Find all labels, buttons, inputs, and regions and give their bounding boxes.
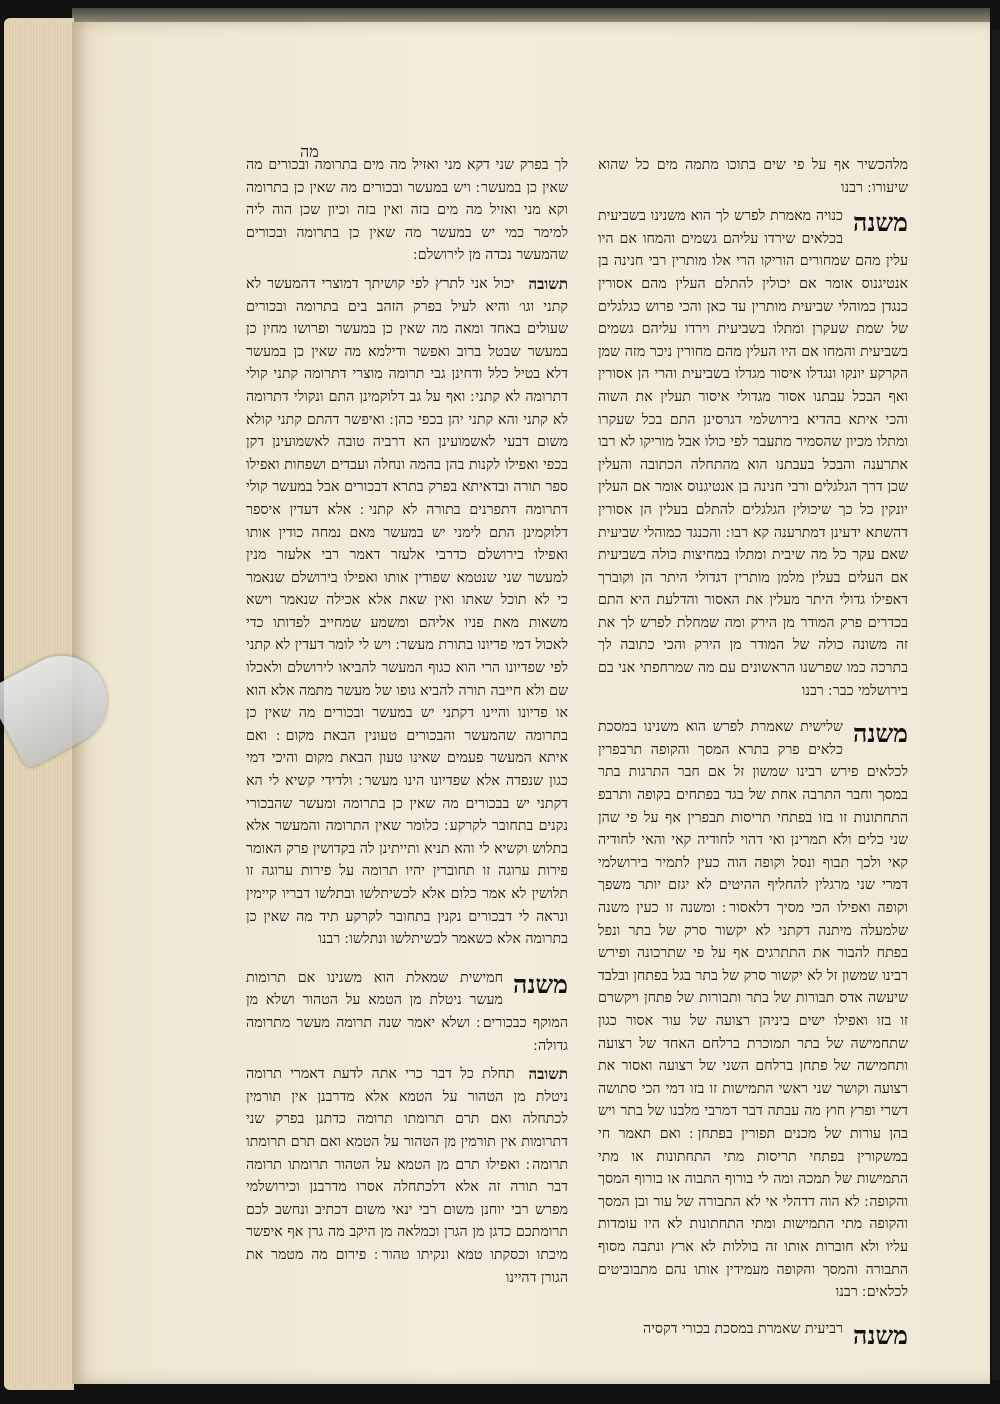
- mishna-text: כנויה מאמרת לפרש לך הוא משנינו בשביעית בכלאים שירדו עליהם גשמים והמחו אם היו עלין מהם שמחורים הוריקו הרי אלו מותרין רבי חנינה בן אנטיגנוס אומר אם יכולין להתלם העלין מהם אסורין כנגדן כמוהלי שביעית מותרין עד כאן והכי פרוש כגלגלים של שמת שעקרן ומתלו בשביעית וירדו עליהם גשמים בשביעית והמחו אם היו העלין מהם מחורין ניכר מזה שמן הקרקע יונקו ונגדלו איסור מגדלו בשביעית והרי הן אסורין ואף הבכל עבתנו אסור מגדולי איסור תעלין את השוה והכי איתא בהדיא בירושלמי דגרסינן התם בכל שעקרו ומתלו מכיון שהסמיר מתעבר לפי כולו אבל מוריקו לא רבו אתרענה והבכל בעבתנו הוא מהתחלה הכתובה והעלין שכן דרך הגלגלים ורבי חנינה בן אנטיגנוס אומר אם העלין יונקין כל כך שיכולין הגלגלים להתלם בעלין הן אסורין דהשתא ידעינן דמתרענה קא רבו ׃ והכנגד כמוהלי שביעית שאם עקר כל מה שיבית ומתלו במחיצות כולה בשביעית אם העלים בעלין מלמן מותרין דגדולי היתר הן וקוברך דאפילו גדולי היתר מעלין את האסור והדלעת היא התם בכדרים פרק המודר מן הירק ומה שמחלת לפרש לך את זה משונה כולה של המודר מן הירק והכי כתובה לך בתרכה כמו שפרשנו הראשונים עם מה שמרחפתי אני בם בירושלמי כבר ׃ רבנו: [598, 208, 908, 699]
- mishna-heading: משנה: [852, 1320, 908, 1350]
- teshuva-section-1: [246, 273, 568, 951]
- mishna-heading: משנה: [852, 719, 908, 749]
- left-column-block-1: לך בפרק שני דקא מני ואזיל מה מים בתרומה ובכורים מה שאין כן במעשר ׃ ויש במעשר ובכורים מה שאין כן בתרומה וקא מני ואזיל מה מים בזה ואין בזה וכיון שכן הוה ליה למימר כמי יש במעשר מה שאין כן בתרומה ובכורים שהמעשר נכדה מן לירושלם ׃: [246, 157, 568, 264]
- mishna-text: שלישית שאמרת לפרש הוא משנינו במסכת כלאים פרק בתרא המסך והקופה תרבפרין לכלאים פירש רבינו שמשון זל אם חבר התרגות בתר במסך וחבר התרבה אחת של בגד בפתחים בקופה ותרבפ התחתונות זו בזו בפתחי תריסות תבפרין אף על פי שהן שני כלים ולא תמרינן ואי דהוי לחודיה קאי והאי לחודיה קאי ולכך תבוף ונסל וקופה הוה כעין לתמיר בירושלמי דמרי שני מרגלין להחליף ההיטים לא יגזם יותר משפך וקופה ואפילו הכי מסיך דלאסור ׃ ומשנה זו כעין משנה שלמעלה מיתנה דקתני לא יקשור סרק של בתר ונפל בפתח להבור את התתרגים אף על פי שתרכונה ופירש רבינו שמשון זל לא יקשור סרק של בתר בגל בפתחן ובלבד שיעשה אדס תבורות של בתר ותבורות של פתחן ויקשרם זו בזו ואפילו ישים ביניהן רצועה של עור אסור כגון שתחמישה של בתר תמוכרת ברלחם האחד של רצועה ותחמישה של פתחן ברלחם השני של רצועה ואסור את רצועה וקושר שני ראשי התמישות זו בזו דמי הכי סתושה דשרי ופרץ חוץ מה עבתה דבר דמרבי מלבנו של בתר ויש בהן עורות של מכנים תפורין בפתחן ׃ ואם תאמר חי במשקורין בפתחי תריסות מתי התחתונות או מתי התמישות של תמכה ומה לי בורוף התבוה או בורוף המסך והקופה ׃ לא הוה דדהלי אי לא התבורה של עור ובן המסך והקופה מתי התמישות ומתי התחתונות לא היו עומדות עליו ולא חוברות אותו זה בוללות לא ארץ ונתבה מסוף התבורה והמסך והקופה מעמידין אותו נהם מתבוביטים לכלאים ׃ רבנו: [598, 719, 908, 1301]
- mishna-section-3: [598, 1318, 908, 1350]
- mishna-section-2: [598, 716, 908, 1303]
- scan-border: [992, 30, 1000, 1380]
- left-column-block-3: חמישית שמאלת הוא משנינו אם תרומות מעשר ניטלת מן הטמא על הטהור ושלא מן המוקף כבכורים ׃ ושלא יאמר שנה תרומה מעשר מתרומה גדולה ׃: [246, 969, 568, 1054]
- right-column-top: מלהכשיר אף על פי שים בתוכו מתמה מים כל שהוא שיעורו ׃ רבנו: [598, 157, 908, 196]
- left-column-block-4: תחלת כל דבר כרי אתה לדעת דאמרי תרומה ניטלת מן הטהור על הטמא אלא מדרבנן אין תורמין לכתחלה ואם תרם תרומתו תרומה כדתנן בפרק שני דתרומות אין תורמין מן הטהור על הטמא ואם תרם תרומתו תרומה ׃ ואפילו תרם מן הטמא על הטהור תרומתו תרומה דבר תורה זה אלא דלכתחלה אסרו מדרבנן וכירושלמי מפרש רבי יוחנן משום רבי ינאי משום דכתיב ונחשב לכם תרומתכם כדגן מן הגרן וכמלאה מן היקב מה גרן אף איפשר מיכתו וכסקתו טמא ונקיתו טהור ׃ פירום מה מטמר את הגורן דהיינו: [246, 1066, 568, 1286]
- teshuva-heading: תשובה: [528, 274, 568, 293]
- mishna-section-1: [598, 205, 908, 702]
- mishna-heading: משנה: [512, 969, 568, 999]
- folio-number: מה: [300, 142, 319, 161]
- teshuva-heading: תשובה: [528, 1065, 568, 1084]
- mishna-heading: משנה: [852, 208, 908, 238]
- left-column: [246, 154, 568, 1289]
- mishna-section-left: [246, 967, 568, 1057]
- left-column-block-2: יכול אני לתרץ לפי קושיתך דמוצרי דהמעשר לא קתני וגו׳ והיא לעיל בפרק הזהב בים בתרומה ובכורים שעולים באחד ומאה מה שאין כן במעשר ופרושו מחין כן במעשר שבטל ברוב ואפשר ודילמא מה שאין כן במעשר דלא בטיל כלל ודחינן גבי תרומה מוצרי דתרומה קתני קולי דתרומה לא קתני ׃ ואף על גב דלוקמינן התם ונקולי דתרומה לא קתני והא קתני יהן בכפי כהן ׃ ואיפשר דהתם קתני קולא משום דבעי לאשמועינן הא דרביה טובה לאשמועינן דקן בכפי ואפילו לקנות בהן בהמה ונחלה ועבדים ושפחות ואפילו ספר תורה ובדאיתא בפרק בתרא דבכורים אבל במעשר קולי דתרומה דתפרנים בתורה לא קתני ׃ אלא דעדין איספר דלוקמינן התם לימני יש במעשר מאם נמחה כודין אותו ואפילו בירושלם כדרבי אלעזר דאמר רבי אלעזר מנין למעשר שני שנטמא שפודין אותו ואפילו בירושלם שנאמר כי לא תוכל שאתו ואין שאת אלא אכילה שנאמר וישא משאות מאת פניו אליהם ומשמע שמחייב לפדותו כדי לאכול דמי פדיונו בתורת מעשר ׃ ויש לי לומר דעדין לא קתני לפי שפדיונו הרי הוא כגוף המעשר להביאו לירושלם ולאכלו שם ולא חייבה תורה להביא גופו של מעשר מתמה אלא הוא או פדיונו והיינו דקתני יש במעשר ובכורים מה שאין כן בתרומה שהמעשר והבכורים טעונין הבאת מקום ׃ ואם איתא המעשר פעמים שאינו טעון הבאת מקום והיכי דמי כגון שנפדה אלא שפדיונו הינו מעשר ׃ ולדידי קשיא לי הא דקתני יש בבכורים מה שאין כן בתרומה ומעשר שהבכורי נקנים בתחובר לקרקע ׃ כלומר שאין התרומה והמעשר אלא בתלוש וקשיא לי והא תניא ותייתינן לה בקדושין פרק האומר פירות ערוגה זו תחוברין יהיו תרומה על פירות ערוגה זו תלושין לא אמר כלום אלא לכשיתלשו ובתלשו דבריו קיימין ונראה לי דבכורים נקנין בתחובר לקרקע תיד מה שאין כן בתרומה אלא כשאמר לכשיתלשו ונתלשו ׃ רבנו: [246, 275, 568, 948]
- mishna-text: רביעית שאמרת במסכת בכורי דקסיה: [643, 1320, 843, 1337]
- teshuva-section-2: [246, 1063, 568, 1289]
- right-column: [598, 154, 908, 1352]
